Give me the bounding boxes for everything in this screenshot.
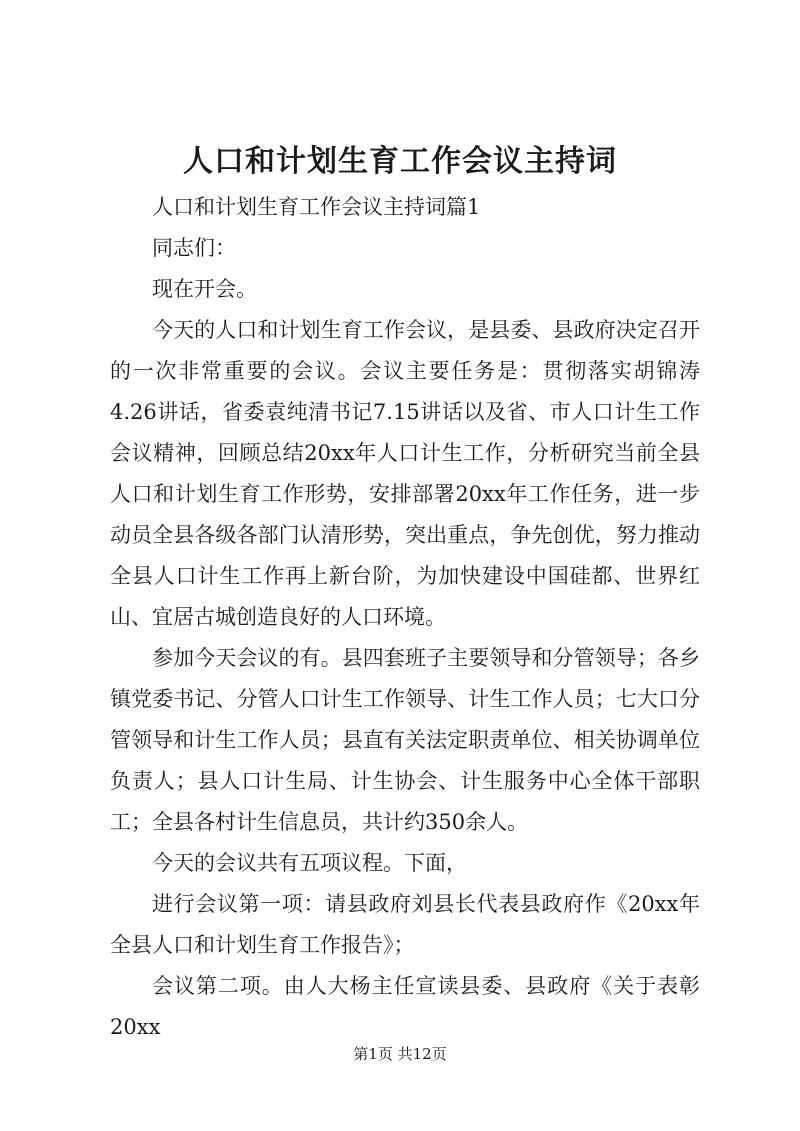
paragraph-agenda: 今天的会议共有五项议程。下面， [152, 851, 467, 875]
paragraph-item-one: 进行会议第一项：请县政府刘县长代表县政府作《20xx年全县人口和计划生育工作报告》； [110, 892, 700, 957]
page-footer: 第1页 共12页 [353, 1045, 447, 1063]
paragraph-item-two: 会议第二项。由人大杨主任宣读县委、县政府《关于表彰20xx [110, 974, 700, 1039]
paragraph-purpose: 今天的人口和计划生育工作会议，是县委、县政府决定召开的一次非常重要的会议。会议主要任务是：贯彻落实胡锦涛4.26讲话，省委袁纯清书记7.15讲话以及省、市人口计生工作会议精神，回顾总结20xx年人口计生工作，分析研究当前全县人口和计划生育工作形势，安排部署20xx年工作任务，进一步动员全县各级各部门认清形势，突出重点，争先创优，努力推动全县人口计生工作再上新台阶，为加快建设中国硅都、世界红山、宜居古城创造良好的人口环境。 [110, 318, 700, 629]
paragraph-opening: 现在开会。 [152, 277, 257, 301]
document-body [110, 187, 700, 1048]
document-title: 人口和计划生育工作会议主持词 [183, 144, 617, 179]
paragraph-subtitle: 人口和计划生育工作会议主持词篇1 [152, 195, 481, 219]
paragraph-attendees: 参加今天会议的有。县四套班子主要领导和分管领导；各乡镇党委书记、分管人口计生工作领导、计生工作人员；七大口分管领导和计生工作人员；县直有关法定职责单位、相关协调单位负责人；县人口计生局、计生协会、计生服务中心全体干部职工；全县各村计生信息员，共计约350余人。 [110, 646, 700, 834]
paragraph-greeting: 同志们： [152, 236, 236, 260]
